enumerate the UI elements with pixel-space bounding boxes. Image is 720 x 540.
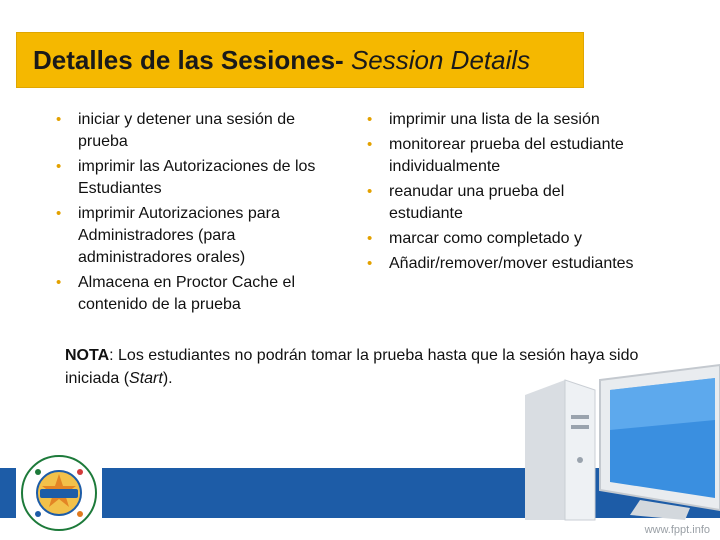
bullet-icon: • bbox=[56, 158, 62, 175]
meta-pr-logo bbox=[16, 452, 102, 534]
computer-illustration bbox=[455, 360, 720, 525]
list-item bbox=[364, 228, 634, 250]
list-item bbox=[364, 109, 634, 131]
list-item-text: iniciar y detener una sesión de prueba bbox=[78, 111, 296, 150]
list-item-text: Añadir/remover/mover estudiantes bbox=[389, 255, 634, 272]
monitor-icon bbox=[600, 365, 720, 520]
bullet-icon: • bbox=[367, 255, 373, 272]
slide-title bbox=[33, 45, 530, 76]
slide-title-box bbox=[16, 32, 584, 88]
list-item bbox=[53, 272, 338, 316]
note-label: NOTA bbox=[65, 347, 110, 364]
list-item-text: Almacena en Proctor Cache el contenido de la prueba bbox=[78, 274, 295, 313]
list-item bbox=[53, 109, 338, 153]
bullet-icon: • bbox=[367, 111, 373, 128]
list-item-text: imprimir las Autorizaciones de los Estudiantes bbox=[78, 158, 316, 197]
bullet-icon: • bbox=[367, 136, 373, 153]
list-item bbox=[53, 203, 338, 269]
bullet-icon: • bbox=[56, 205, 62, 222]
seal-icon bbox=[16, 452, 102, 534]
list-item-text: imprimir una lista de la sesión bbox=[389, 111, 600, 128]
list-item-text: monitorear prueba del estudiante individualmente bbox=[389, 136, 624, 175]
list-item-text: imprimir Autorizaciones para Administradores (para administradores orales) bbox=[78, 205, 280, 266]
list-item-text: reanudar una prueba del estudiante bbox=[389, 183, 565, 222]
title-spanish: Detalles de las Sesiones- bbox=[33, 45, 344, 75]
bullet-icon: • bbox=[56, 111, 62, 128]
list-item bbox=[364, 134, 634, 178]
list-item bbox=[53, 156, 338, 200]
bullet-icon: • bbox=[367, 230, 373, 247]
bullet-icon: • bbox=[367, 183, 373, 200]
right-bullet-list bbox=[364, 109, 634, 278]
list-item-text: marcar como completado y bbox=[389, 230, 582, 247]
watermark-text: www.fppt.info bbox=[644, 524, 710, 536]
note-italic-word: Start bbox=[129, 370, 163, 387]
title-english: Session Details bbox=[350, 45, 531, 75]
note-text-after: ). bbox=[162, 370, 173, 387]
list-item bbox=[364, 253, 634, 275]
bullet-icon: • bbox=[56, 274, 62, 291]
left-bullet-list bbox=[53, 109, 338, 319]
list-item bbox=[364, 181, 634, 225]
note-text-before: : Los estudiantes no podrán tomar la prueba hasta que la sesión haya sido iniciada ( bbox=[65, 347, 639, 387]
computer-tower-icon bbox=[525, 380, 595, 520]
